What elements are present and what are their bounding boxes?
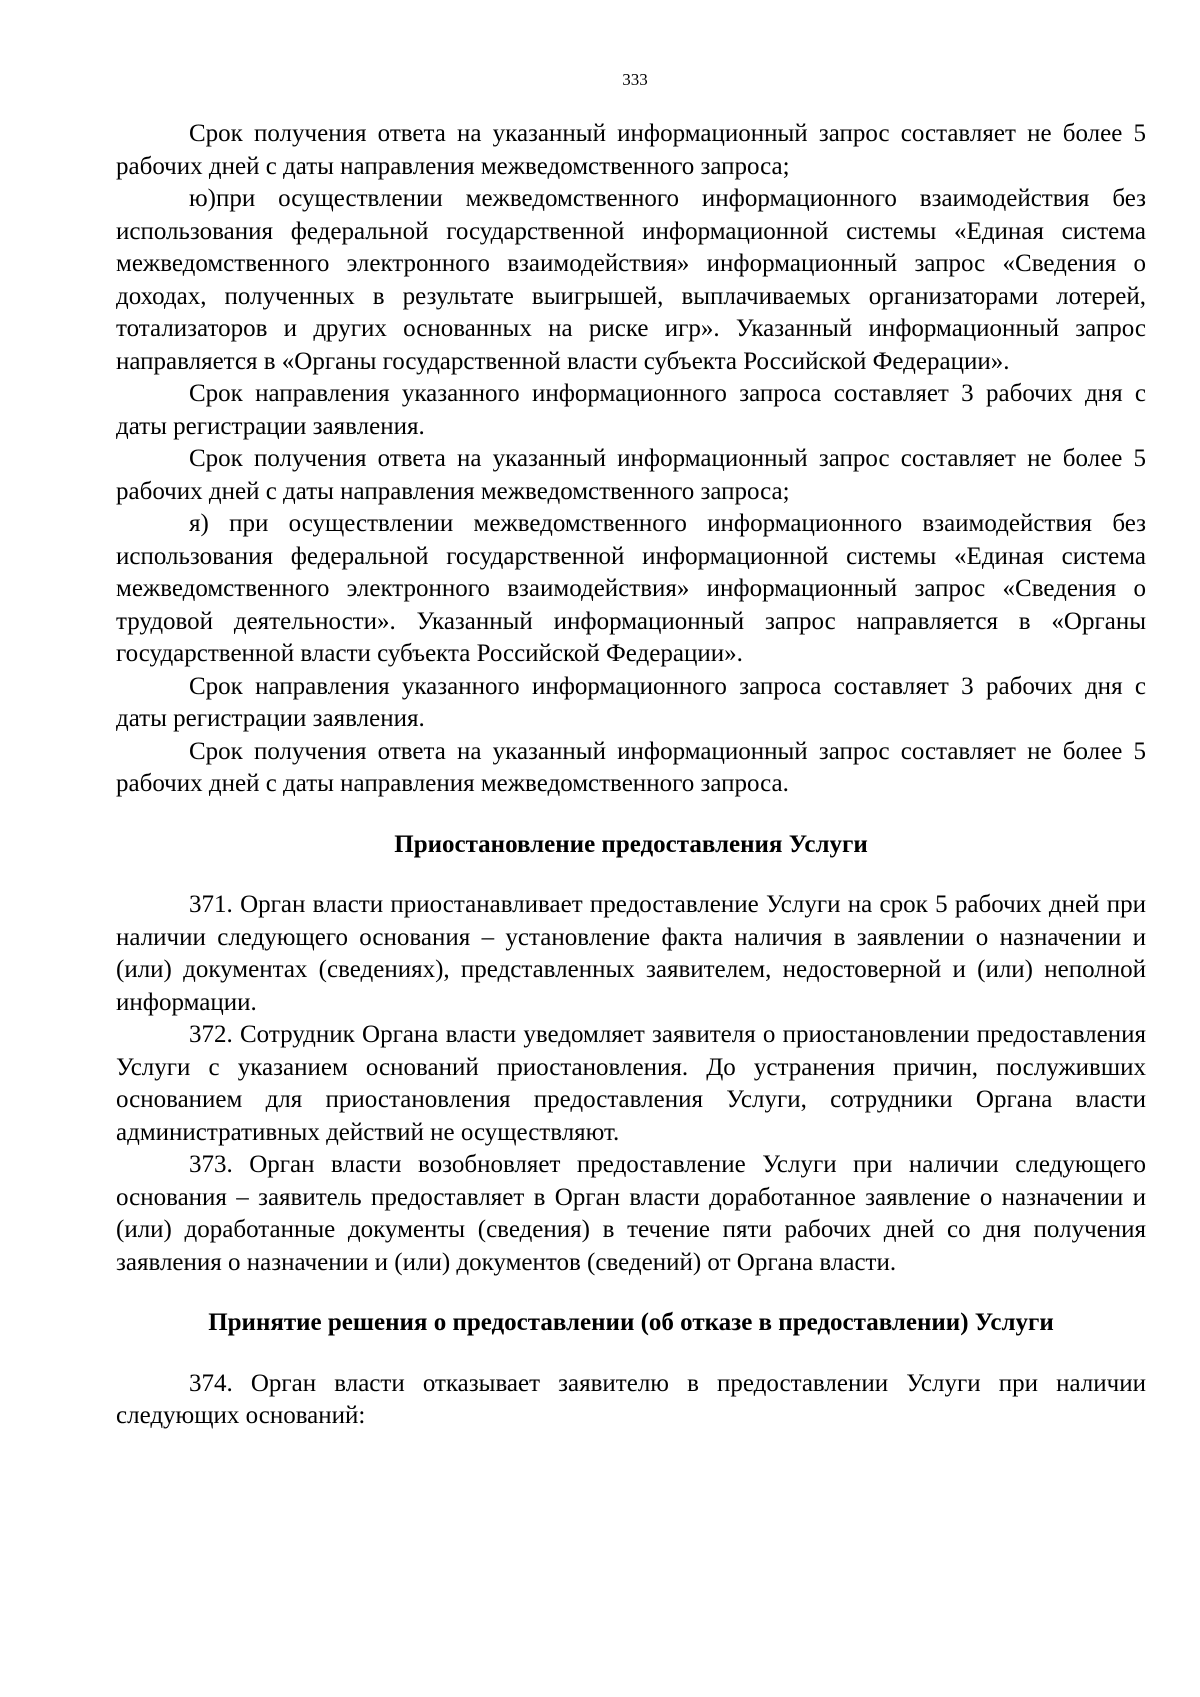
- spacer: [116, 861, 1146, 889]
- page-number: 333: [622, 70, 648, 89]
- paragraph: 373. Орган власти возобновляет предоставление Услуги при наличии следующего основания – заявитель предоставляет в Орган власти доработанное заявление о назначении и (или) доработанные документы (сведения) в течение пяти рабочих дней со дня получения заявления о назначении и (или) документов (сведений) от Органа власти.: [116, 1151, 1146, 1276]
- document-body: [116, 118, 1146, 1433]
- spacer: [116, 1279, 1146, 1307]
- paragraph: Срок получения ответа на указанный информационный запрос составляет не более 5 рабочих дней с даты направления межведомственного запроса;: [116, 445, 1146, 505]
- spacer: [116, 801, 1146, 829]
- paragraph: ю)при осуществлении межведомственного информационного взаимодействия без использования федеральной государственной информационной системы «Единая система межведомственного электронного взаимодействия» информационный запрос «Сведения о доходах, полученных в результате выигрышей, выплачиваемых организаторами лотерей, тотализаторов и других основанных на риске игр». Указанный информационный запрос направляется в «Органы государственной власти субъекта Российской Федерации».: [116, 185, 1146, 375]
- paragraph: 374. Орган власти отказывает заявителю в предоставлении Услуги при наличии следующих оснований:: [116, 1369, 1146, 1429]
- paragraph: Срок получения ответа на указанный информационный запрос составляет не более 5 рабочих дней с даты направления межведомственного запроса.: [116, 737, 1146, 797]
- section-heading: Приостановление предоставления Услуги: [394, 830, 868, 858]
- spacer: [116, 1340, 1146, 1368]
- paragraph: Срок получения ответа на указанный информационный запрос составляет не более 5 рабочих дней с даты направления межведомственного запроса;: [116, 120, 1146, 180]
- paragraph: 372. Сотрудник Органа власти уведомляет заявителя о приостановлении предоставления Услуги с указанием оснований приостановления. До устранения причин, послуживших основанием для приостановления предоставления Услуги, сотрудники Органа власти административных действий не осуществляют.: [116, 1021, 1146, 1146]
- paragraph: я) при осуществлении межведомственного информационного взаимодействия без использования федеральной государственной информационной системы «Единая система межведомственного электронного взаимодействия» информационный запрос «Сведения о трудовой деятельности». Указанный информационный запрос направляется в «Органы государственной власти субъекта Российской Федерации».: [116, 510, 1146, 667]
- paragraph: Срок направления указанного информационного запроса составляет 3 рабочих дня с даты регистрации заявления.: [116, 380, 1146, 440]
- section-heading: Принятие решения о предоставлении (об отказе в предоставлении) Услуги: [208, 1309, 1054, 1336]
- paragraph: 371. Орган власти приостанавливает предоставление Услуги на срок 5 рабочих дней при наличии следующего основания – установление факта наличия в заявлении о назначении и (или) документах (сведениях), представленных заявителем, недостоверной и (или) неполной информации.: [116, 891, 1146, 1016]
- paragraph: Срок направления указанного информационного запроса составляет 3 рабочих дня с даты регистрации заявления.: [116, 672, 1146, 732]
